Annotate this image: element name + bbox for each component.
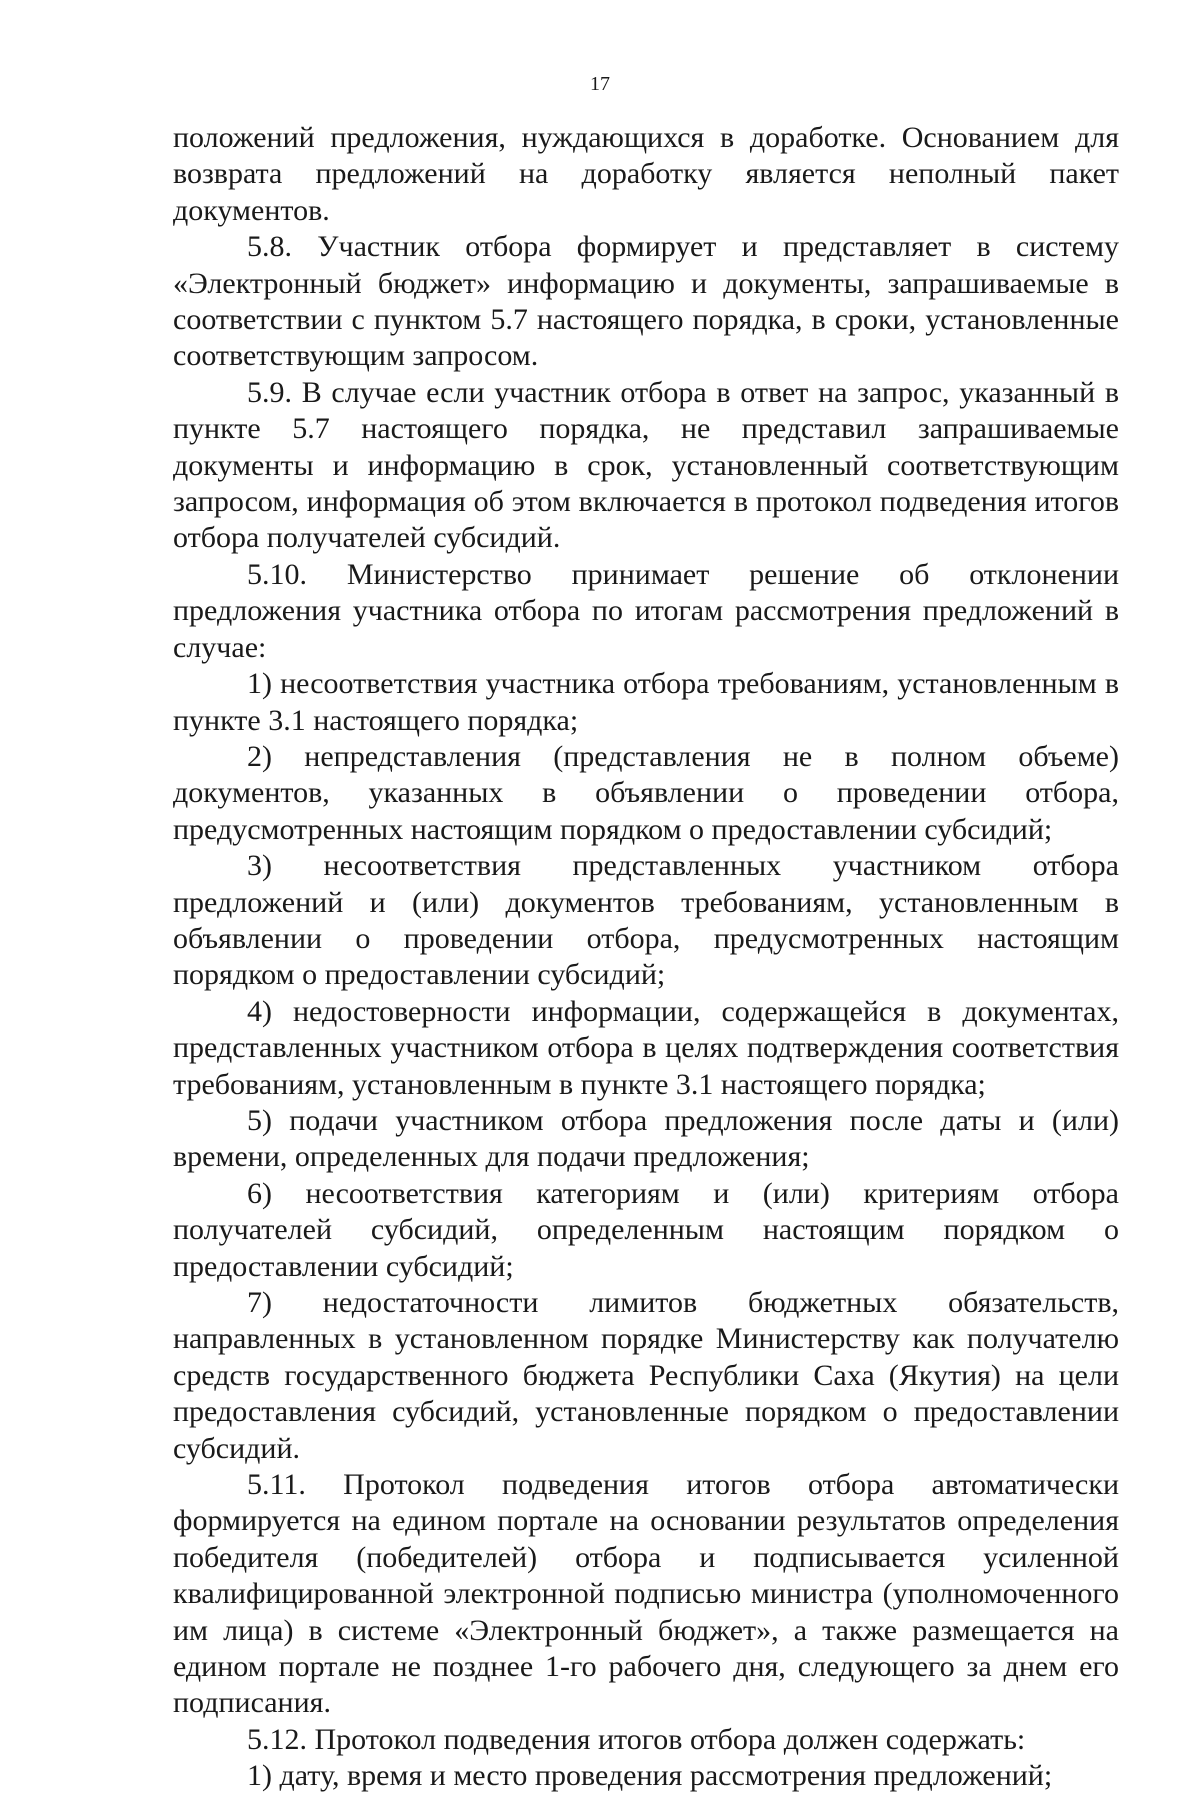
list-item-5-10-5: 5) подачи участником отбора предложения после даты и (или) времени, определенных для подачи предложения;	[173, 1103, 1119, 1174]
list-item-5-10-3: 3) несоответствия представленных участником отбора предложений и (или) документов требованиям, установленным в объявлении о проведении отбора, предусмотренных настоящим порядком о предоставлении субсидий;	[173, 849, 1119, 992]
list-item-5-10-4: 4) недостоверности информации, содержащейся в документах, представленных участником отбора в целях подтверждения соответствия требованиям, установленным в пункте 3.1 настоящего порядка;	[173, 994, 1119, 1101]
paragraph-5-12: 5.12. Протокол подведения итогов отбора должен содержать:	[247, 1722, 1026, 1756]
list-item-5-10-7: 7) недостаточности лимитов бюджетных обязательств, направленных в установленном порядке Министерству как получателю средств государственного бюджета Республики Саха (Якутия) на цели предоставления субсидий, установленные порядком о предоставлении субсидий.	[173, 1286, 1119, 1465]
list-item-5-10-2: 2) непредставления (представления не в полном объеме) документов, указанных в объявлении о проведении отбора, предусмотренных настоящим порядком о предоставлении субсидий;	[173, 739, 1119, 846]
paragraph-continuation: положений предложения, нуждающихся в доработке. Основанием для возврата предложений на доработку является неполный пакет документов.	[173, 121, 1119, 227]
paragraph-5-11: 5.11. Протокол подведения итогов отбора автоматически формируется на едином портале на основании результатов определения победителя (победителей) отбора и подписывается усиленной квалифицированной электронной подписью министра (уполномоченного им лица) в системе «Электронный бюджет», а также размещается на едином портале не позднее 1-го рабочего дня, следующего за днем его подписания.	[173, 1468, 1119, 1720]
list-item-5-10-1: 1) несоответствия участника отбора требованиям, установленным в пункте 3.1 настоящего порядка;	[173, 667, 1119, 737]
list-item-5-12-1: 1) дату, время и место проведения рассмотрения предложений;	[247, 1759, 1053, 1793]
list-item-5-10-6: 6) несоответствия категориям и (или) критериям отбора получателей субсидий, определенным настоящим порядком о предоставлении субсидий;	[173, 1176, 1119, 1283]
document-body	[173, 120, 1119, 1795]
paragraph-5-10: 5.10. Министерство принимает решение об отклонении предложения участника отбора по итогам рассмотрения предложений в случае:	[173, 557, 1119, 664]
paragraph-5-9: 5.9. В случае если участник отбора в ответ на запрос, указанный в пункте 5.7 настоящего порядка, не представил запрашиваемые документы и информацию в срок, установленный соответствующим запросом, информация об этом включается в протокол подведения итогов отбора получателей субсидий.	[173, 375, 1119, 555]
paragraph-5-8: 5.8. Участник отбора формирует и представляет в систему «Электронный бюджет» информацию и документы, запрашиваемые в соответствии с пунктом 5.7 настоящего порядка, в сроки, установленные соответствующим запросом.	[173, 230, 1119, 373]
page-number: 17	[590, 73, 610, 95]
